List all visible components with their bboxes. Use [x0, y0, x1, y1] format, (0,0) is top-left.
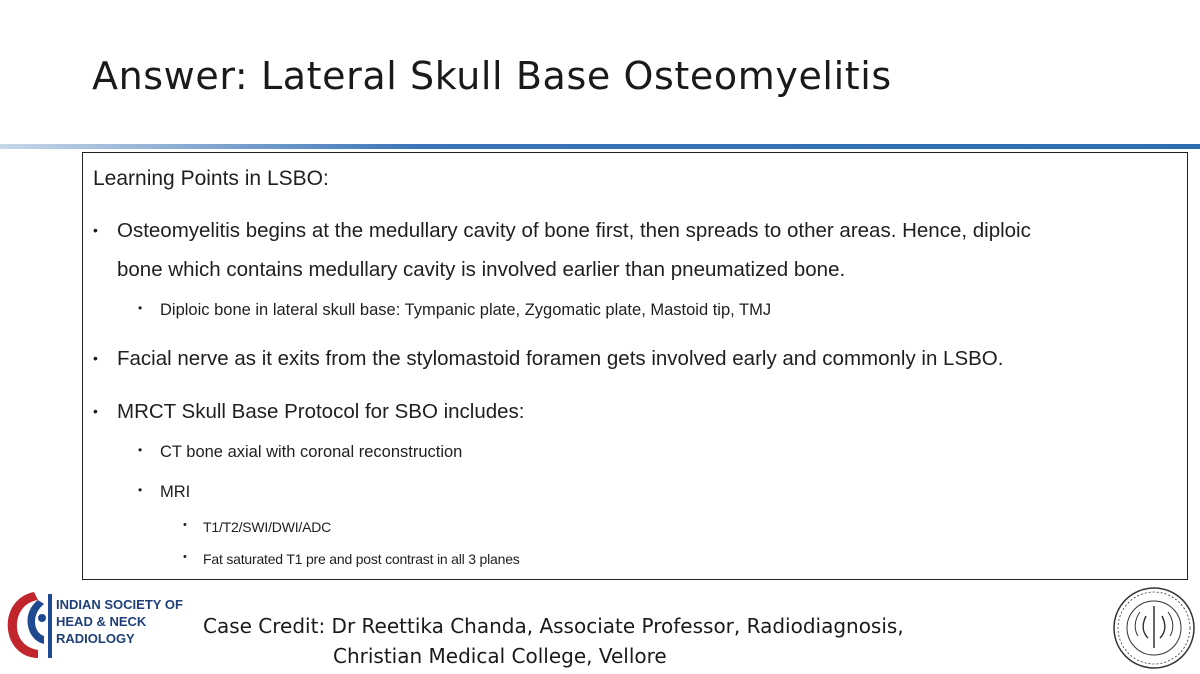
college-seal-icon — [1112, 586, 1196, 670]
bullet-dot-icon: • — [93, 403, 98, 419]
org-name-line2: HEAD & NECK — [56, 614, 147, 629]
bullet-osteomyelitis-line1: Osteomyelitis begins at the medullary cavity of bone first, then spreads to other areas. Hence, diploic — [117, 219, 1031, 242]
bullet-facial-nerve — [93, 339, 1004, 378]
title-divider — [0, 144, 1200, 149]
bullet-dot-icon: • — [183, 551, 187, 563]
bullet-dot-icon: • — [183, 519, 187, 531]
bullet-dot-icon: • — [138, 483, 143, 497]
sub-bullet-mri — [138, 483, 191, 502]
bullet-dot-icon: • — [93, 350, 98, 366]
bullet-protocol — [93, 392, 525, 431]
bullet-dot-icon: • — [138, 443, 143, 457]
org-name-line1: INDIAN SOCIETY OF — [56, 597, 183, 612]
sub-bullet-diploic — [138, 301, 772, 320]
bullet-facial-nerve-text: Facial nerve as it exits from the stylomastoid foramen gets involved early and commonly in LSBO. — [117, 347, 1004, 370]
sub-bullet-ct-text: CT bone axial with coronal reconstruction — [160, 443, 463, 461]
org-name-line3: RADIOLOGY — [56, 631, 135, 646]
mri-item-fat-sat — [183, 551, 520, 567]
isnhr-logo-icon — [4, 588, 56, 662]
learning-points-heading: Learning Points in LSBO: — [93, 167, 329, 190]
sub-bullet-ct — [138, 443, 463, 462]
mri-item-sequences-text: T1/T2/SWI/DWI/ADC — [203, 519, 332, 535]
bullet-dot-icon: • — [138, 301, 143, 315]
bullet-osteomyelitis — [93, 211, 1031, 289]
organization-name — [56, 596, 183, 647]
mri-item-sequences — [183, 519, 332, 535]
bullet-osteomyelitis-line2: bone which contains medullary cavity is involved earlier than pneumatized bone. — [117, 258, 846, 281]
learning-points-box — [82, 152, 1188, 580]
bullet-protocol-text: MRCT Skull Base Protocol for SBO includes: — [117, 400, 525, 423]
sub-bullet-mri-text: MRI — [160, 483, 191, 501]
mri-item-fat-sat-text: Fat saturated T1 pre and post contrast in all 3 planes — [203, 551, 520, 567]
bullet-dot-icon: • — [93, 222, 98, 238]
case-credit-line2: Christian Medical College, Vellore — [333, 644, 667, 668]
sub-bullet-diploic-text: Diploic bone in lateral skull base: Tympanic plate, Zygomatic plate, Mastoid tip, TMJ — [160, 301, 772, 319]
slide-title: Answer: Lateral Skull Base Osteomyelitis — [92, 54, 892, 98]
case-credit-line1: Case Credit: Dr Reettika Chanda, Associate Professor, Radiodiagnosis, — [203, 614, 904, 638]
